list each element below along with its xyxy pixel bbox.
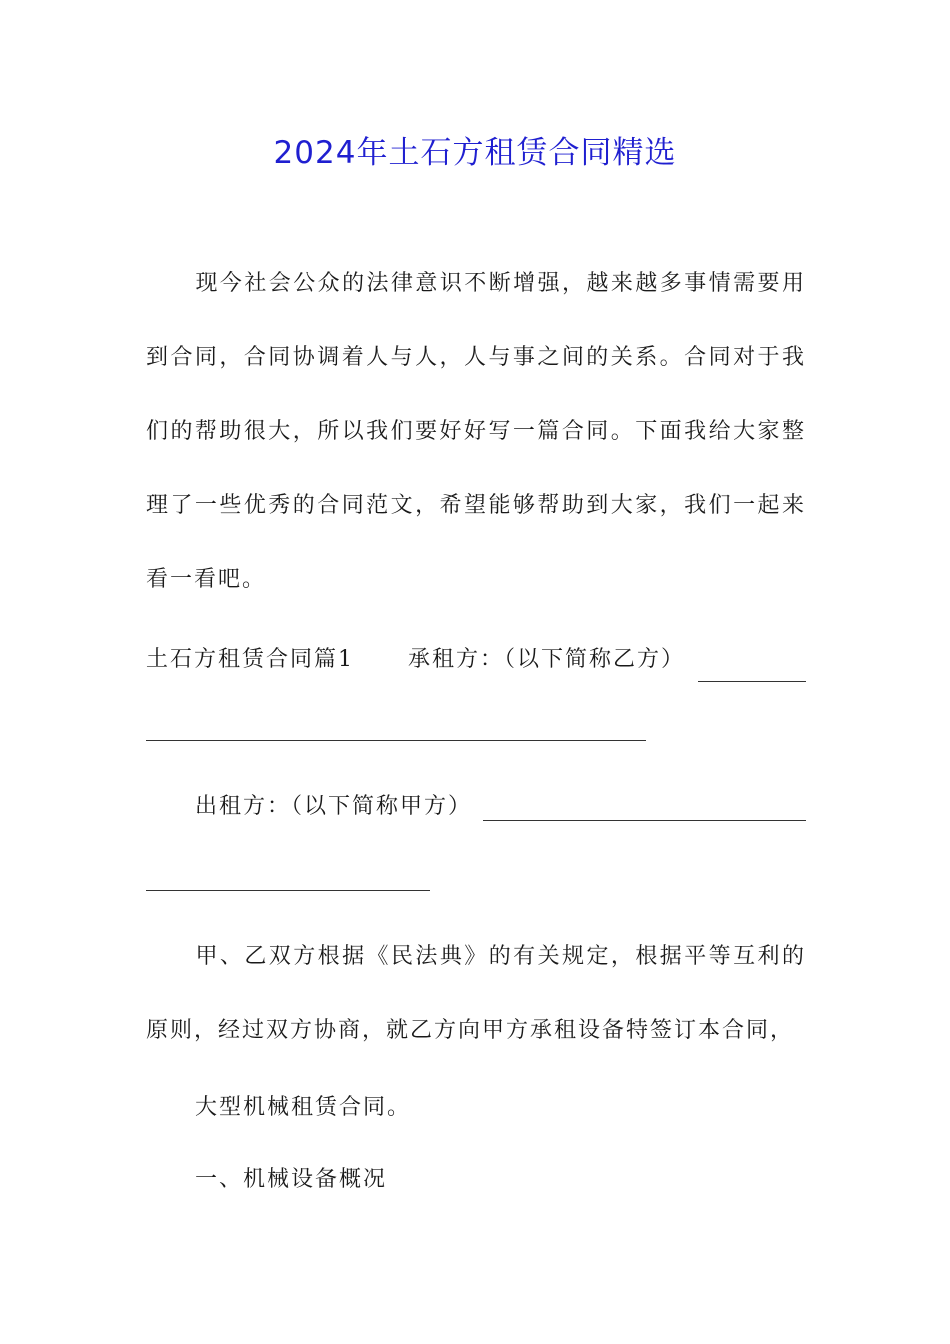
section-heading xyxy=(146,640,354,680)
clause-1-text: 一、机械设备概况 xyxy=(195,1167,388,1192)
basis-text: 甲、乙双方根据《民法典》的有关规定，根据平等互利的原则，经过双方协商，就乙方向甲方承租设备特签订本合同， xyxy=(146,944,806,1043)
large-machinery-text: 大型机械租赁合同。 xyxy=(195,1095,412,1120)
clause-1-heading xyxy=(195,1160,387,1200)
lessor-label-text: 出租方：（以下简称甲方） xyxy=(195,794,473,819)
document-title: 2024年土石方租赁合同精选 xyxy=(273,135,677,171)
lessor-blank-line-2 xyxy=(146,890,430,891)
lessee-label xyxy=(408,640,685,680)
intro-text: 现今社会公众的法律意识不断增强，越来越多事情需要用到合同，合同协调着人与人，人与事之间的关系。合同对于我们的帮助很大，所以我们要好好写一篇合同。下面我给大家整理了一些优秀的合同范文，希望能够帮助到大家，我们一起来看一看吧。 xyxy=(146,271,806,592)
lessee-blank-line-2 xyxy=(146,740,646,741)
large-machinery-line xyxy=(195,1088,411,1128)
lessee-label-text: 承租方：（以下简称乙方） xyxy=(408,647,686,672)
section-heading-text: 土石方租赁合同篇1 xyxy=(146,647,354,672)
lessee-blank-line xyxy=(698,681,806,682)
lessor-blank-line xyxy=(483,820,806,821)
basis-paragraph xyxy=(146,920,806,1068)
lessor-label xyxy=(195,787,472,827)
intro-paragraph xyxy=(146,247,806,617)
